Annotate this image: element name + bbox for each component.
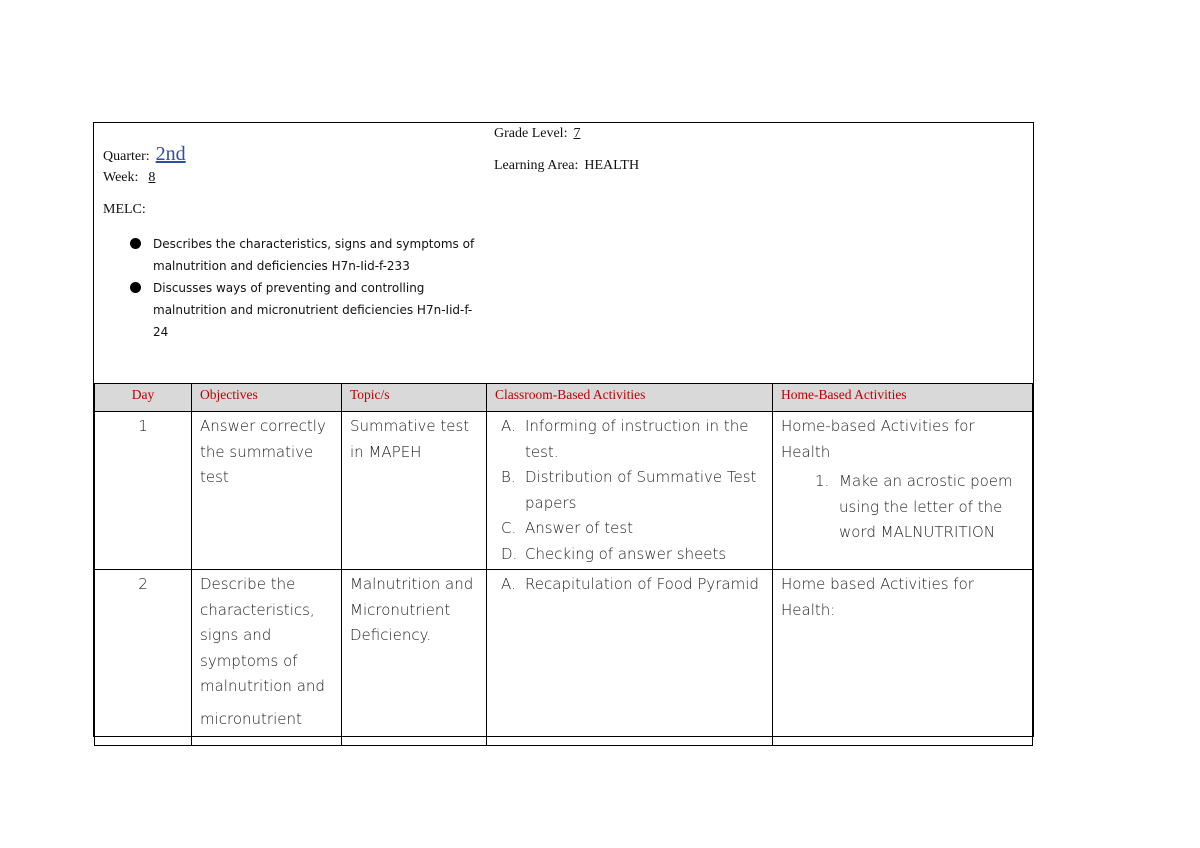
- list-item-text: Checking of answer sheets: [525, 544, 727, 563]
- list-item-text: Answer of test: [525, 519, 634, 537]
- classroom-activities-cell: [487, 570, 773, 746]
- list-item: [501, 516, 764, 542]
- learning-area-value: HEALTH: [584, 158, 640, 173]
- melc-item-text: Discusses ways of preventing and controlling malnutrition and micronutrient deficiencies H7n-Iid-f-24: [153, 281, 473, 339]
- activity-table: [94, 383, 1033, 746]
- week-label: Week:: [103, 170, 139, 185]
- topic-cell: Summative test in MAPEH: [342, 412, 487, 570]
- list-item-text: Distribution of Summative Test papers: [525, 468, 757, 512]
- list-marker: D.: [501, 544, 518, 563]
- melc-item-text: Describes the characteristics, signs and symptoms of malnutrition and deficiencies H7n-Iid-f-233: [153, 237, 475, 273]
- melc-item: [130, 277, 475, 343]
- day-cell: 1: [95, 412, 192, 570]
- quarter-field: [103, 143, 186, 166]
- bullet-icon: [130, 238, 141, 249]
- header-classroom-activities: Classroom-Based Activities: [487, 384, 773, 412]
- classroom-activities-cell: [487, 412, 773, 570]
- bullet-icon: [130, 282, 141, 293]
- melc-item: [130, 233, 475, 277]
- list-item: [815, 469, 1024, 546]
- lesson-plan-document: [93, 122, 1034, 737]
- objectives-text: Describe the characteristics, signs and symptoms of malnutrition and: [200, 575, 325, 695]
- list-item: [501, 414, 764, 465]
- list-marker: 1.: [815, 472, 830, 490]
- table-row: [95, 412, 1033, 570]
- melc-label: MELC:: [103, 202, 146, 217]
- header-day: Day: [95, 384, 192, 412]
- learning-area-label: Learning Area:: [494, 158, 579, 173]
- list-marker: B.: [501, 468, 516, 486]
- grade-level-value: 7: [573, 126, 581, 141]
- classroom-activity-list: [495, 572, 764, 598]
- day-cell: 2: [95, 570, 192, 746]
- grade-level-label: Grade Level:: [494, 126, 568, 141]
- grade-level-field: [494, 126, 580, 142]
- header-topics: Topic/s: [342, 384, 487, 412]
- quarter-value: 2nd: [155, 143, 186, 165]
- list-item: [501, 465, 764, 516]
- list-item: [501, 572, 764, 598]
- header-home-activities: Home-Based Activities: [773, 384, 1033, 412]
- week-value: 8: [148, 170, 156, 185]
- table-row: [95, 570, 1033, 746]
- objectives-text-continued: micronutrient: [200, 709, 302, 728]
- objectives-cell: [192, 570, 342, 746]
- melc-list: [130, 233, 475, 343]
- topic-cell: Malnutrition and Micronutrient Deficiency.: [342, 570, 487, 746]
- home-activities-cell: [773, 412, 1033, 570]
- home-activities-intro: Home-based Activities for Health: [781, 417, 975, 461]
- home-activity-list: [781, 469, 1024, 546]
- list-marker: A.: [501, 575, 516, 593]
- header-objectives: Objectives: [192, 384, 342, 412]
- learning-area-field: [494, 158, 639, 174]
- objectives-cell: Answer correctly the summative test: [192, 412, 342, 570]
- list-item-text: Recapitulation of Food Pyramid: [525, 575, 759, 593]
- list-item-text: Informing of instruction in the test.: [525, 417, 749, 461]
- home-activities-cell: Home based Activities for Health:: [773, 570, 1033, 746]
- list-item: [501, 542, 764, 568]
- quarter-label: Quarter:: [103, 149, 150, 164]
- lesson-header: [94, 123, 1033, 383]
- list-marker: C.: [501, 519, 517, 537]
- classroom-activity-list: [495, 414, 764, 567]
- list-marker: A.: [501, 417, 516, 435]
- table-header-row: [95, 384, 1033, 412]
- week-field: [103, 170, 155, 186]
- list-item-text: Make an acrostic poem using the letter of the word MALNUTRITION: [839, 472, 1013, 541]
